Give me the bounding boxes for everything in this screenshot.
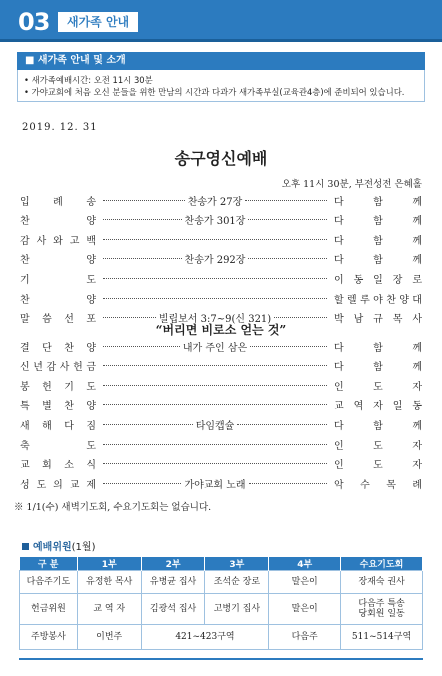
table-cell: 주방봉사 [20,625,78,650]
order-label: 입 례 송 [20,196,96,208]
order-label: 교 회 소 식 [20,460,96,472]
table-cell: 유병균 집사 [141,571,205,594]
order-responsible: 다 함 께 [334,255,422,267]
table-cell: 이번주 [77,625,141,650]
order-label: 기 도 [20,274,96,286]
order-responsible: 교 역 자 일 동 [334,401,422,413]
order-responsible: 인 도 자 [334,440,422,452]
order-row [20,336,422,356]
order-responsible: 악 수 목 례 [334,479,422,491]
order-row [20,375,422,395]
col-header: 2부 [141,557,205,571]
section-header [0,0,442,42]
order-middle-text: 찬송가 292장 [184,255,246,267]
order-responsible: 이 동 일 장 로 [334,274,422,286]
committee-period: (1월) [71,542,96,553]
order-responsible: 박 남 규 목 사 [334,314,422,326]
table-cell: 헌금위원 [20,594,78,625]
order-middle-text: 찬송가 301장 [184,216,246,228]
order-responsible: 다 함 께 [334,216,422,228]
table-cell: 다음주 [269,625,341,650]
order-responsible: 다 함 께 [334,342,422,354]
order-middle [96,417,334,432]
order-row [20,395,422,415]
table-cell: 다음주기도 [20,571,78,594]
table-row [20,571,423,594]
order-label: 신 년 감 사 헌 금 [20,362,96,374]
order-middle [96,212,334,227]
order-middle [96,193,334,208]
order-responsible: 인 도 자 [334,381,422,393]
committee-title [22,538,95,553]
order-row [20,249,422,269]
info-line: • 새가족예배시간: 오전 11시 30분 [24,75,153,85]
table-cell: 장재숙 권사 [341,571,423,594]
order-middle [96,239,334,240]
col-header: 수요기도회 [341,557,423,571]
order-responsible: 할 렐 루 야 찬 양 대 [334,294,422,306]
table-cell: 고병기 집사 [205,594,269,625]
order-responsible: 다 함 께 [334,420,422,432]
order-middle [96,444,334,445]
service-title: 송구영신예배 [174,149,268,168]
committee-title-text: 예배위원 [33,542,72,553]
order-middle-text: 찬송가 27장 [187,196,243,208]
order-row [20,434,422,454]
order-middle [96,385,334,386]
order-label: 결 단 찬 양 [20,342,96,354]
table-cell: 421~423구역 [141,625,269,650]
order-label: 봉 헌 기 도 [20,381,96,393]
table-cell: 교 역 자 [77,594,141,625]
col-header: 4부 [269,557,341,571]
table-row [20,594,423,625]
order-row [20,210,422,230]
order-label: 감 사 와 고 백 [20,235,96,247]
order-row [20,268,422,288]
order-responsible: 다 함 께 [334,196,422,208]
info-heading: ■ 새가족 안내 및 소개 [17,52,425,70]
order-responsible: 다 함 께 [334,362,422,374]
col-header: 1부 [77,557,141,571]
committee-table [19,557,423,650]
order-row [20,414,422,434]
order-label: 성 도 의 교 제 [20,479,96,491]
table-cell: 조석순 장로 [205,571,269,594]
order-label: 찬 양 [20,255,96,267]
table-cell: 김광석 집사 [141,594,205,625]
order-middle [96,298,334,299]
col-header: 구 분 [20,557,78,571]
section-title: 새가족 안내 [58,12,138,32]
order-label: 새 해 다 짐 [20,420,96,432]
date: 2019. 12. 31 [22,122,98,133]
order-middle-text: 가야교회 노래 [184,479,246,491]
table-cell: 말은이 [269,571,341,594]
col-header: 3부 [205,557,269,571]
service-subtitle: 오후 11시 30분, 부전성전 은혜홀 [281,179,422,190]
order-middle-text: 타임캡슐 [195,420,235,432]
order-row [20,229,422,249]
order-row [20,190,422,210]
table-cell: 말은이 [269,594,341,625]
order-middle [96,278,334,279]
order-middle [96,404,334,405]
table-cell: 다음주 특송 당회원 일동 [341,594,423,625]
table-cell: 유정한 목사 [77,571,141,594]
order-row [20,356,422,376]
sermon-title: “버리면 비로소 얻는 것” [155,323,287,337]
order-row [20,288,422,308]
order-label: 찬 양 [20,216,96,228]
order-middle-text: 내가 주인 삼은 [182,342,248,354]
order-label: 축 도 [20,440,96,452]
order-label: 찬 양 [20,294,96,306]
bottom-rule [19,658,423,660]
order-row [20,454,422,474]
order-middle [96,365,334,366]
order-middle [96,476,334,491]
order-middle [96,251,334,266]
table-cell: 511~514구역 [341,625,423,650]
table-row [20,625,423,650]
order-middle [96,339,334,354]
info-box [17,70,425,102]
order-responsible: 인 도 자 [334,460,422,472]
order-responsible: 다 함 께 [334,235,422,247]
order-middle-text: 빌립보서 3:7~9(신 321) [158,314,272,326]
order-label: 말 씀 선 포 [20,314,96,326]
order-label: 특 별 찬 양 [20,401,96,413]
table-header-row [20,557,423,571]
order-row [20,473,422,493]
notice: ※ 1/1(수) 새벽기도회, 수요기도회는 없습니다. [14,502,212,513]
order-middle [96,463,334,464]
section-number: 03 [18,8,50,36]
square-icon [22,543,29,550]
info-line: • 가야교회에 처음 오신 분들을 위한 만남의 시간과 다과가 새가족부실(교육관4층)에 준비되어 있습니다. [24,87,405,97]
